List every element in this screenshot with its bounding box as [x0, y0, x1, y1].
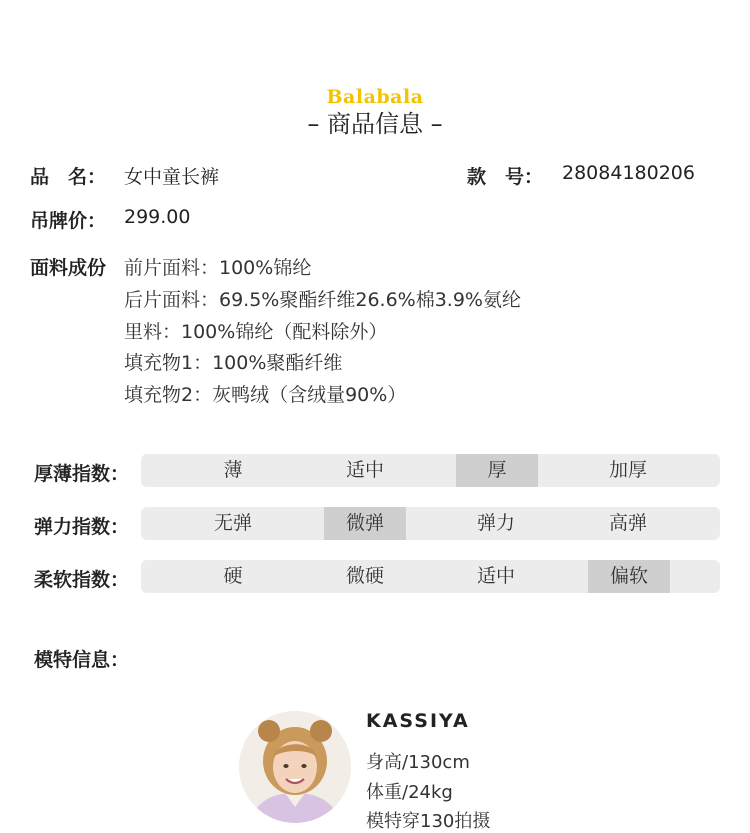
thickness-scale — [141, 454, 720, 487]
scale-option: 硬 — [223, 565, 243, 587]
fabric-label: 面料成份 — [30, 257, 107, 279]
model-photo — [239, 711, 351, 823]
model-info-label: 模特信息： — [34, 649, 130, 671]
fabric-line: 填充物2：灰鸭绒（含绒量90%） — [124, 384, 407, 406]
name-label: 品 名： — [30, 166, 107, 188]
model-size-note: 模特穿130拍摄 — [366, 811, 491, 832]
softness-label: 柔软指数： — [34, 569, 130, 591]
style-number-label: 款 号： — [467, 166, 544, 188]
name-value: 女中童长裤 — [124, 166, 220, 188]
scale-option: 适中 — [476, 565, 515, 587]
scale-option: 微硬 — [345, 565, 384, 587]
model-name: KASSIYA — [366, 710, 470, 732]
softness-scale — [141, 560, 720, 593]
scale-option: 无弹 — [213, 512, 252, 534]
scale-option: 厚 — [456, 454, 538, 487]
child-portrait-icon — [239, 711, 351, 823]
model-height: 身高/130cm — [366, 752, 470, 773]
price-label: 吊牌价： — [30, 210, 107, 232]
scale-option: 薄 — [223, 459, 243, 481]
thickness-label: 厚薄指数： — [34, 463, 130, 485]
scale-option: 微弹 — [324, 507, 406, 540]
style-number-value: 28084180206 — [562, 162, 695, 184]
scale-option: 加厚 — [608, 459, 647, 481]
scale-option: 适中 — [345, 459, 384, 481]
fabric-line: 填充物1：100%聚酯纤维 — [124, 352, 343, 374]
scale-option: 弹力 — [476, 512, 515, 534]
page-title: – 商品信息 – — [307, 110, 443, 138]
model-weight: 体重/24kg — [366, 782, 453, 803]
fabric-line: 里料：100%锦纶（配料除外） — [124, 321, 388, 343]
price-value: 299.00 — [124, 206, 191, 228]
scale-option: 高弹 — [608, 512, 647, 534]
scale-option: 偏软 — [588, 560, 670, 593]
brand-logo: Balabala — [326, 86, 424, 108]
elasticity-label: 弹力指数： — [34, 516, 130, 538]
fabric-line: 后片面料：69.5%聚酯纤维26.6%棉3.9%氨纶 — [124, 289, 521, 311]
elasticity-scale — [141, 507, 720, 540]
fabric-line: 前片面料：100%锦纶 — [124, 257, 312, 279]
